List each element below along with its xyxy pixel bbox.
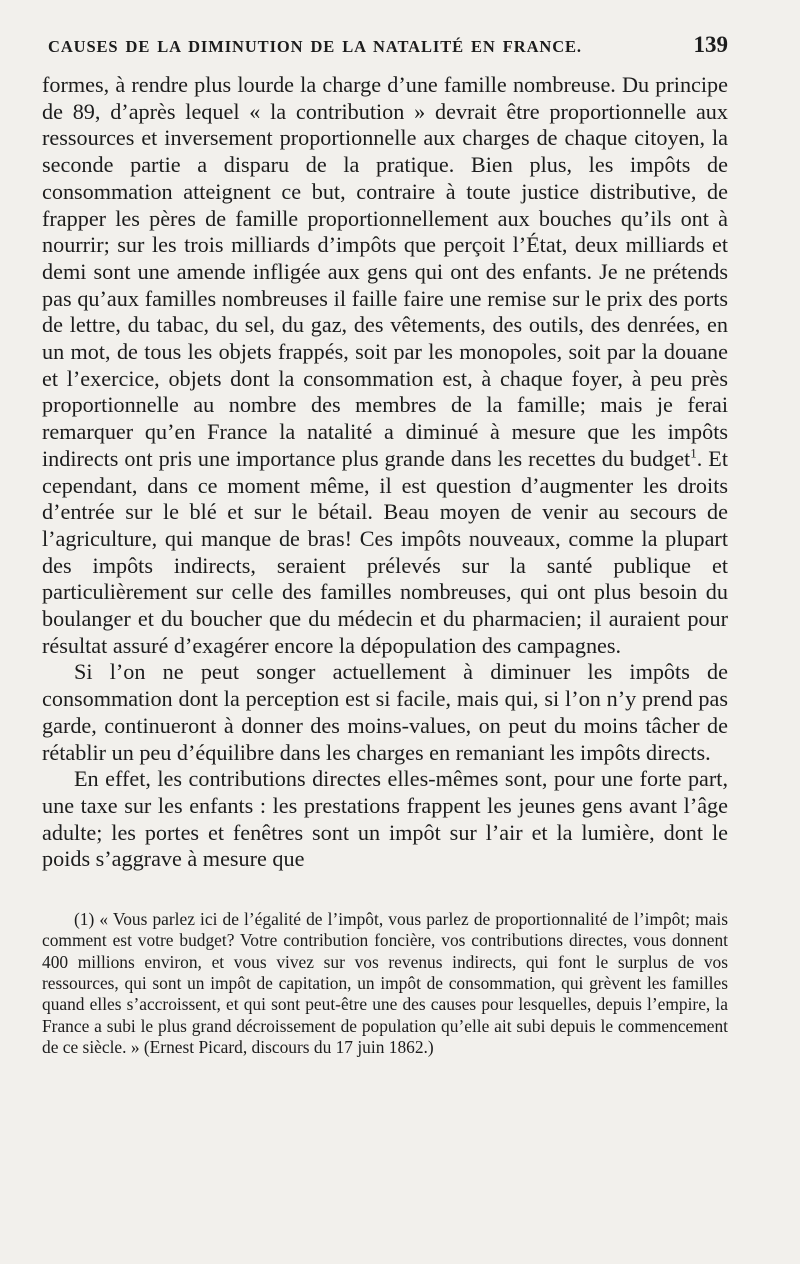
footnote-marker: (1) — [74, 909, 95, 930]
footnote-text: « Vous parlez ici de l’égalité de l’impôt, vous parlez de proportionnalité de l’impôt; mais comment est votre budget? Votre contribution foncière, vos contributions directes, vous donnent 400 millions environ, et vous vivez sur vos revenus indirects, qui font le surplus de vos ressources, qui sont un impôt de capitation, un impôt de consommation, qui grèvent les familles quand elles s’accroissent, et qui sont peut-être une des causes pour lesquelles, depuis l’empire, la France a subi le plus grand décroissement de population qu’elle ait subi depuis le commencement de ce siècle. » (Ernest Picard, discours du 17 juin 1862.) — [42, 909, 728, 1057]
running-head-title: CAUSES DE LA DIMINUTION DE LA NATALITÉ EN FRANCE. — [48, 37, 582, 56]
page-number: 139 — [693, 32, 728, 57]
paragraph-text: formes, à rendre plus lourde la charge d’une famille nombreuse. Du principe de 89, d’après lequel « la contribution » devrait être proportionnelle aux ressources et inversement proportionnelle aux charges de chaque citoyen, la seconde partie a disparu de la pratique. Bien plus, les impôts de consommation atteignent ce but, contraire à toute justice distributive, de frapper les pères de famille proportionnellement aux bouches qu’ils ont à nourrir; sur les trois milliards d’impôts que perçoit l’État, deux milliards et demi sont une amende infligée aux gens qui ont des enfants. Je ne prétends pas qu’aux familles nombreuses il faille faire une remise sur le prix des ports de lettre, du tabac, du sel, du gaz, des vêtements, des outils, des denrées, en un mot, de tous les objets frappés, soit par les monopoles, soit par la douane et l’exercice, objets dont la consommation est, à chaque foyer, à peu près proportionnelle au nombre des membres de la famille; mais je ferai remarquer qu’en France la natalité a diminué à mesure que les impôts indirects ont pris une importance plus grande dans les recettes du budget — [42, 72, 728, 471]
running-head — [48, 32, 728, 72]
footnote — [42, 909, 728, 1058]
body-text — [42, 72, 728, 873]
footnote-reference: 1 — [690, 445, 697, 461]
paragraph: Si l’on ne peut songer actuellement à diminuer les impôts de consommation dont la perception est si facile, mais qui, si l’on n’y prend pas garde, continueront à donner des moins-values, on peut du moins tâcher de rétablir un peu d’équilibre dans les charges en remaniant les impôts directs. — [42, 659, 728, 765]
paragraph: En effet, les contributions directes elles-mêmes sont, pour une forte part, une taxe sur les enfants : les prestations frappent les jeunes gens avant l’âge adulte; les portes et fenêtres sont un impôt sur l’air et la lumière, dont le poids s’aggrave à mesure que — [42, 766, 728, 872]
paragraph-continued — [42, 72, 728, 659]
paragraph-text-continued: . Et cependant, dans ce moment même, il est question d’augmenter les droits d’entrée sur le blé et sur le bétail. Beau moyen de venir au secours de l’agriculture, qui manque de bras! Ces impôts nouveaux, comme la plupart des impôts indirects, seraient prélevés sur la santé publique et particulièrement sur celle des familles nombreuses, qui ont plus besoin du boulanger et du boucher que du médecin et du pharmacien; il auraient pour résultat assuré d’exagérer encore la dépopulation des campagnes. — [42, 445, 729, 658]
